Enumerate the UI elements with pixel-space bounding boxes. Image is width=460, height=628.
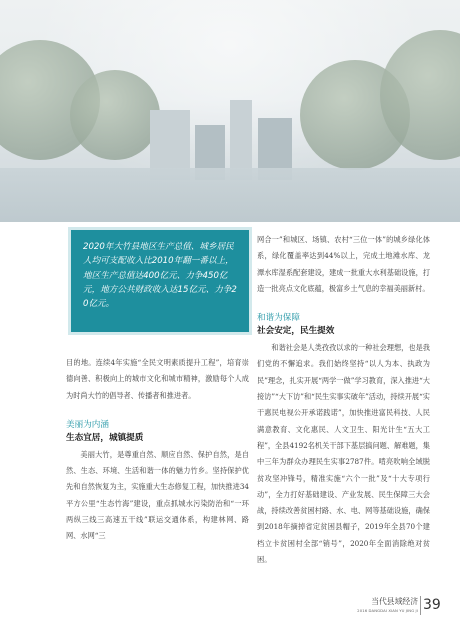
magazine-title: 当代县域经济 (371, 597, 418, 606)
right-column (257, 232, 430, 568)
highlight-quote-box (71, 230, 249, 332)
right-body-paragraph: 和谐社会是人类孜孜以求的一种社会理想，也是我们党的不懈追求。我们始终坚持“以人为本、执政为民”理念，扎实开展“两学一做”学习教育，深入推进“大接访”“大下访”和“民生实事实破年”活动，持续开展“实干惠民电视公开承诺践诺”，加快推进富民科技、人民满意教育、文化惠民、人文卫生、阳光计生“五大工程”，全县4192名机关干部下基层搞问题、解难题，集中三年为群众办理民生实事2787件。啃亮吹响全域脱贫攻坚冲锋号，精准实施“六个一批”及“十大专项行动”，全力打好基础建设、产业发展、民生保障三大会战，持续改善贫困村路、水、电、网等基础设施，确保到2018年摘掉省定贫困县帽子，2019年全县70个建档立卡贫困村全部“销号”，2020年全面消除绝对贫困。 (257, 343, 430, 565)
highlight-quote: 2020年大竹县地区生产总值、城乡居民人均可支配收入比2010年翻一番以上，地区生产总值达400亿元、力争450亿元，地方公共财政收入达15亿元、力争20亿元。 (83, 242, 237, 310)
section-heading-harmony: 和谐为保障 (257, 313, 300, 324)
left-body-paragraph: 美丽大竹，是尊重自然、顺应自然、保护自然，是自然、生态、环境、生活和谐一体的魅力竹乡。坚持保护优先和自然恢复为主，实施重大生态修复工程，加快推进34平方公里“生态竹海”建设，重点抓城水污染防治和“一环两纵三线三高速五干线”联运交通体系，构建林网、路网、水网“三 (66, 449, 249, 541)
left-intro-paragraph: 目的地。连续4年实施“全民文明素质提升工程”，培育崇德向善、积极向上的城市文化和城市精神，激励每个人成为时尚大竹的倡导者、传播者和推进者。 (66, 358, 249, 400)
section-heading-beauty: 美丽为内涵 (66, 419, 109, 430)
header-photo (0, 0, 460, 222)
footer-divider (420, 596, 421, 615)
left-column (66, 355, 249, 545)
magazine-subtitle: 2016 DANGDAI XIAN YU JING JI (357, 608, 418, 613)
page-number: 39 (423, 597, 441, 613)
section-subheading-ecology: 生态宜居，城镇提质 (66, 432, 144, 443)
right-intro-paragraph: 网合一”和城区、场镇、农村“三位一体”的城乡绿化体系，绿化覆盖率达到44%以上，完成土地滩水库、龙潭水库湿系配套建设，建成一批重大水利基础设施，打造一批亮点文化底蕴，极富乡土气息的幸福美丽新村。 (257, 235, 430, 293)
section-subheading-society: 社会安定，民生提效 (257, 326, 335, 337)
